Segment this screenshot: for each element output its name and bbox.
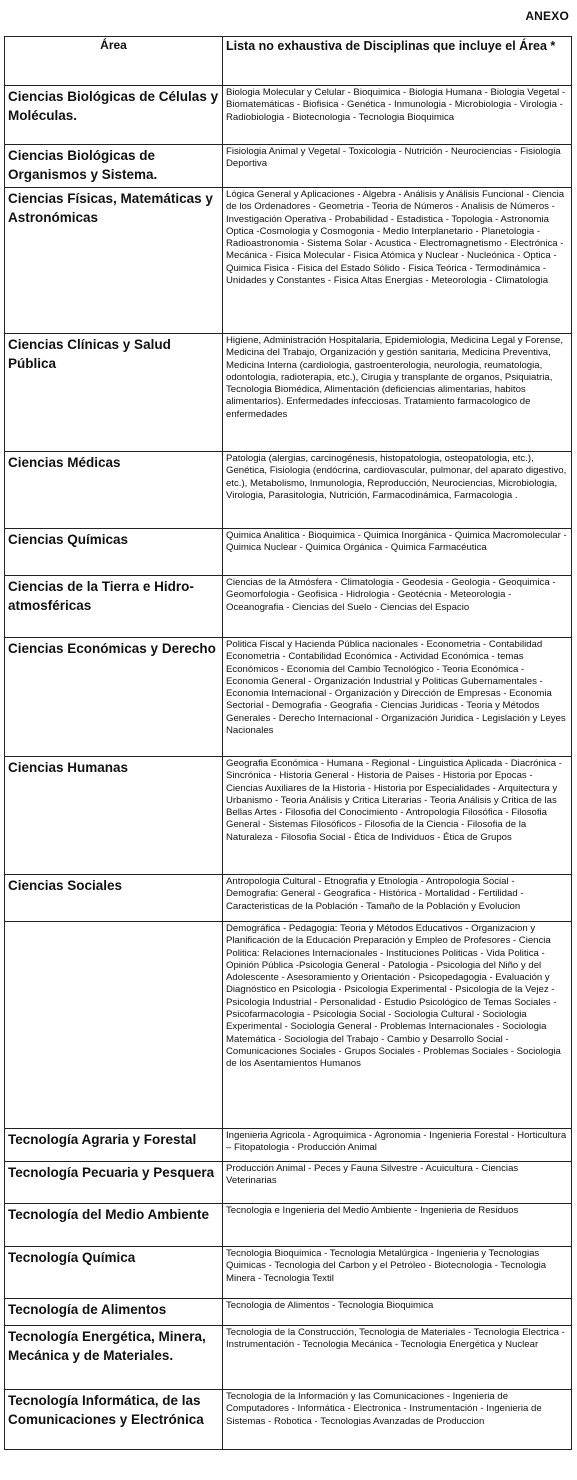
table-row <box>5 334 572 452</box>
table-row <box>5 638 572 757</box>
disciplines-cell: Tecnologia de Alimentos - Tecnologia Bioquimica <box>223 1299 572 1326</box>
disciplines-cell: Geografia Económica - Humana - Regional - Linguistica Aplicada - Diacrónica - Sincrónica - Historia General - Historia de Paises - Historia por Epocas - Ciencias Auxiliares de la Historia - Historia por Especialidades - Arquitectura y Urbanismo - Teoria Análisis y Critica Literarias - Teoria Análisis y Critica de las Bellas Artes - Filosofia del Conocimiento - Antropologia Filosófica - Filosofia General - Sistemas Filosóficos - Filosofia de la Ciencia - Filosofia de la Naturaleza - Filosofia Social - Ética de Individuos - Ética de Grupos <box>223 757 572 875</box>
area-cell: Tecnología del Medio Ambiente <box>5 1204 223 1247</box>
area-cell: Ciencias Médicas <box>5 452 223 529</box>
disciplines-cell: Higiene, Administración Hospitalaria, Epidemiologia, Medicina Legal y Forense, Medicina del Trabajo, Organización y gestión sanitaria, Medicina Preventiva, Medicina Interna (cardiologia, gastroenterologia, neurologia, reumatologia, odontologia, radioterapia, etc.), Cirugia y transplante de organos, Psiquiatria, Tecnologia Biomédica, Alimentación (deficiencias alimentarias, habitos alimentarios). Enfermedades infecciosas. Tratamiento farmacologico de enfermedades <box>223 334 572 452</box>
disciplines-cell: Ingenieria Agricola - Agroquimica - Agronomia - Ingenieria Forestal - Horticultura – Fitopatologia - Producción Animal <box>223 1129 572 1162</box>
table-row <box>5 188 572 334</box>
area-cell: Ciencias Sociales <box>5 875 223 922</box>
table-header-row <box>5 37 572 86</box>
disciplines-cell: Quimica Analitica - Bioquimica - Quimica Inorgánica - Quimica Macromolecular - Quimica Nuclear - Quimica Orgánica - Quimica Farmacéutica <box>223 529 572 576</box>
area-cell <box>5 922 223 1129</box>
area-cell: Ciencias Biológicas de Células y Moléculas. <box>5 86 223 145</box>
table-row <box>5 145 572 188</box>
disciplines-cell: Fisiologia Animal y Vegetal - Toxicologia - Nutrición - Neurociencias - Fisiologia Deportiva <box>223 145 572 188</box>
table-row <box>5 1162 572 1204</box>
table-row <box>5 875 572 922</box>
table-row <box>5 86 572 145</box>
area-cell: Tecnología Informática, de las Comunicaciones y Electrónica <box>5 1390 223 1450</box>
area-cell: Ciencias de la Tierra e Hidro-atmosféricas <box>5 576 223 638</box>
table-row <box>5 757 572 875</box>
area-cell: Ciencias Físicas, Matemáticas y Astronómicas <box>5 188 223 334</box>
area-cell: Tecnología Química <box>5 1247 223 1299</box>
annex-title: ANEXO <box>525 9 569 23</box>
table-row <box>5 1204 572 1247</box>
header-area: Área <box>5 37 223 86</box>
disciplines-cell: Tecnologia de la Construcción, Tecnologia de Materiales - Tecnologia Electrica - Instrumentación - Tecnologia Mecánica - Tecnologia Energética y Nuclear <box>223 1326 572 1390</box>
disciplines-cell: Patologia (alergias, carcinogénesis, histopatologia, osteopatologia, etc.), Genética, Fisiologia (endócrina, cardiovascular, pulmonar, del aparato digestivo, etc.), Metabolismo, Inmunologia, Reproducción, Neurociencias, Microbiologia, Virologia, Parasitologia, Nutrición, Farmacodinámica, Farmacologia . <box>223 452 572 529</box>
disciplines-cell: Lógica General y Aplicaciones - Algebra - Análisis y Análisis Funcional - Ciencia de los Ordenadores - Geometria - Teoria de Números - Analisis de Números - Investigación Operativa - Probabilidad - Estadistica - Topologia - Astronomia Optica -Cosmologia y Cosmogonia - Medio Interplanetario - Planetologia - Radioastronomia - Sistema Solar - Acustica - Electromagnetismo - Electrónica - Mecánica - Fisica Molecular - Fisica Atómica y Nuclear - Nucleónica - Optica - Quimica Fisica - Fisica del Estado Sólido - Fisica Teórica - Termodinámica - Unidades y Constantes - Fisica Altas Energias - Meteorologia - Climatologia <box>223 188 572 334</box>
disciplines-cell: Tecnologia Bioquimica - Tecnologia Metalúrgica - Ingenieria y Tecnologias Quimicas - Tecnologia del Carbon y el Petróleo - Biotecnologia - Tecnologia Minera - Tecnologia Textil <box>223 1247 572 1299</box>
header-disciplines: Lista no exhaustiva de Disciplinas que incluye el Área * <box>223 37 572 86</box>
area-cell: Tecnología de Alimentos <box>5 1299 223 1326</box>
table-row <box>5 1247 572 1299</box>
area-cell: Ciencias Biológicas de Organismos y Sistema. <box>5 145 223 188</box>
area-cell: Ciencias Clínicas y Salud Pública <box>5 334 223 452</box>
table-row <box>5 452 572 529</box>
disciplines-cell: Demográfica - Pedagogia: Teoria y Métodos Educativos - Organizacion y Planificación de la Educación Preparación y Empleo de Profesores - Ciencia Politica: Relaciones Internacionales - Instituciones Politicas - Vida Politica - Opinión Pública -Psicologia General - Patologia - Psicologia del Niño y del Adolescente - Asesoramiento y Orientación - Psicopedagogia - Evaluación y Diagnóstico en Psicologia - Psicologia Experimental - Psicologia de la Vejez - Psicologia Industrial - Personalidad - Estudio Psicológico de Temas Sociales - Psicofarmacologia - Psicologia Social - Sociologia Cultural - Sociologia Experimental - Sociologia General - Problemas Internacionales - Sociologia Matemática - Sociologia del Trabajo - Cambio y Desarrollo Social - Comunicaciones Sociales - Grupos Sociales - Problemas Sociales - Sociologia de los Asentamientos Humanos <box>223 922 572 1129</box>
area-cell: Ciencias Económicas y Derecho <box>5 638 223 757</box>
disciplines-cell: Tecnologia de la Información y las Comunicaciones - Ingenieria de Computadores - Informática - Electronica - Instrumentación - Ingenieria de Sistemas - Robotica - Tecnologias Avanzadas de Produccion <box>223 1390 572 1450</box>
area-cell: Tecnología Pecuaria y Pesquera <box>5 1162 223 1204</box>
disciplines-cell: Ciencias de la Atmósfera - Climatologia - Geodesia - Geologia - Geoquimica - Geomorfologia - Geofisica - Hidrologia - Geotécnia - Meteorologia - Oceanografia - Ciencias del Suelo - Ciencias del Espacio <box>223 576 572 638</box>
table-row <box>5 1390 572 1450</box>
table-row <box>5 576 572 638</box>
area-cell: Tecnología Energética, Minera, Mecánica y de Materiales. <box>5 1326 223 1390</box>
table-row <box>5 529 572 576</box>
area-cell: Tecnología Agraria y Forestal <box>5 1129 223 1162</box>
disciplines-cell: Antropologia Cultural - Etnografia y Etnologia - Antropologia Social - Demografia: General - Geografica - Histórica - Mortalidad - Fertilidad - Caracteristicas de la Población - Tamaño de la Población y Evolucion <box>223 875 572 922</box>
disciplines-cell: Producción Animal - Peces y Fauna Silvestre - Acuicultura - Ciencias Veterinarias <box>223 1162 572 1204</box>
disciplines-cell: Biologia Molecular y Celular - Bioquimica - Biologia Humana - Biologia Vegetal - Biomatemáticas - Biofisica - Genética - Inmunologia - Microbiologia - Virologia - Radiobiologia - Biotecnologia - Tecnologia Bioquimica <box>223 86 572 145</box>
area-cell: Ciencias Humanas <box>5 757 223 875</box>
table-row <box>5 1129 572 1162</box>
area-cell: Ciencias Químicas <box>5 529 223 576</box>
disciplines-cell: Tecnologia e Ingenieria del Medio Ambiente - Ingenieria de Residuos <box>223 1204 572 1247</box>
table-row <box>5 922 572 1129</box>
table-row <box>5 1299 572 1326</box>
disciplines-cell: Politica Fiscal y Hacienda Pública nacionales - Econometria - Contabilidad Econometria - Contabilidad Económica - Actividad Económica - temas Económicos - Economia del Cambio Tecnológico - Teoria Económica - Economia General - Organización Industrial y Politicas Gubernamentales - Economia Internacional - Organización y Dirección de Empresas - Economia Sectorial - Demografia - Geografia - Ciencias Juridicas - Teoria y Métodos Generales - Derecho Internacional - Organización Juridica - Legislación y Leyes Nacionales <box>223 638 572 757</box>
table-row <box>5 1326 572 1390</box>
disciplines-table <box>4 36 572 1450</box>
